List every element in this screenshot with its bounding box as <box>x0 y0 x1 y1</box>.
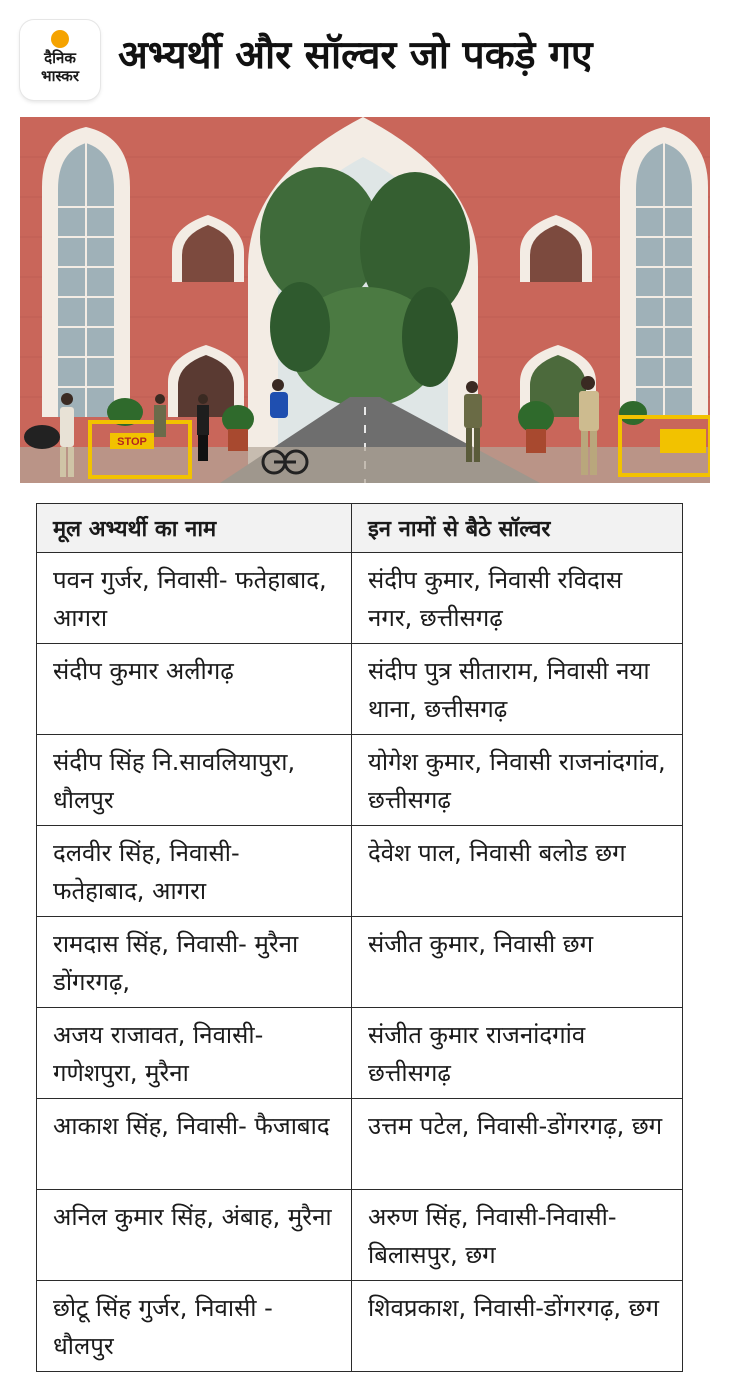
logo-line1: दैनिक <box>44 49 76 67</box>
table-row <box>37 1099 683 1190</box>
candidate-cell: दलवीर सिंह, निवासी- फतेहाबाद, आगरा <box>37 826 352 917</box>
table-row <box>37 1190 683 1281</box>
header-solver: इन नामों से बैठे सॉल्वर <box>352 504 683 553</box>
table-row <box>37 644 683 735</box>
solver-cell: देवेश पाल, निवासी बलोड छग <box>352 826 683 917</box>
logo-line2: भास्कर <box>41 67 79 85</box>
stop-sign: STOP <box>117 436 147 448</box>
candidate-cell: पवन गुर्जर, निवासी- फतेहाबाद, आगरा <box>37 553 352 644</box>
solver-cell: संजीत कुमार राजनांदगांव छत्तीसगढ़ <box>352 1008 683 1099</box>
table-row <box>37 1281 683 1372</box>
table-row <box>37 1008 683 1099</box>
solver-cell: शिवप्रकाश, निवासी-डोंगरगढ़, छग <box>352 1281 683 1372</box>
solver-cell: संजीत कुमार, निवासी छग <box>352 917 683 1008</box>
table-row <box>37 735 683 826</box>
candidate-cell: अजय राजावत, निवासी- गणेशपुरा, मुरैना <box>37 1008 352 1099</box>
candidate-cell: आकाश सिंह, निवासी- फैजाबाद <box>37 1099 352 1190</box>
page-title: अभ्यर्थी और सॉल्वर जो पकड़े गए <box>118 33 593 78</box>
sun-icon <box>51 30 69 48</box>
candidate-cell: संदीप कुमार अलीगढ़ <box>37 644 352 735</box>
solver-cell: अरुण सिंह, निवासी-निवासी- बिलासपुर, छग <box>352 1190 683 1281</box>
solver-cell: संदीप कुमार, निवासी रविदास नगर, छत्तीसगढ़ <box>352 553 683 644</box>
dainik-bhaskar-logo <box>20 20 100 100</box>
header-original-candidate: मूल अभ्यर्थी का नाम <box>37 504 352 553</box>
candidate-cell: छोटू सिंह गुर्जर, निवासी - धौलपुर <box>37 1281 352 1372</box>
table-row <box>37 826 683 917</box>
table-row <box>37 917 683 1008</box>
table-row <box>37 553 683 644</box>
solver-cell: योगेश कुमार, निवासी राजनांदगांव, छत्तीसगढ़ <box>352 735 683 826</box>
candidate-cell: संदीप सिंह नि.सावलियापुरा, धौलपुर <box>37 735 352 826</box>
table-header-row <box>37 504 683 553</box>
header <box>0 0 730 110</box>
candidates-solvers-table <box>36 503 683 1372</box>
campus-gate-photo <box>20 117 710 483</box>
candidate-cell: अनिल कुमार सिंह, अंबाह, मुरैना <box>37 1190 352 1281</box>
solver-cell: संदीप पुत्र सीताराम, निवासी नया थाना, छत्तीसगढ़ <box>352 644 683 735</box>
solver-cell: उत्तम पटेल, निवासी-डोंगरगढ़, छग <box>352 1099 683 1190</box>
candidate-cell: रामदास सिंह, निवासी- मुरैना डोंगरगढ़, <box>37 917 352 1008</box>
